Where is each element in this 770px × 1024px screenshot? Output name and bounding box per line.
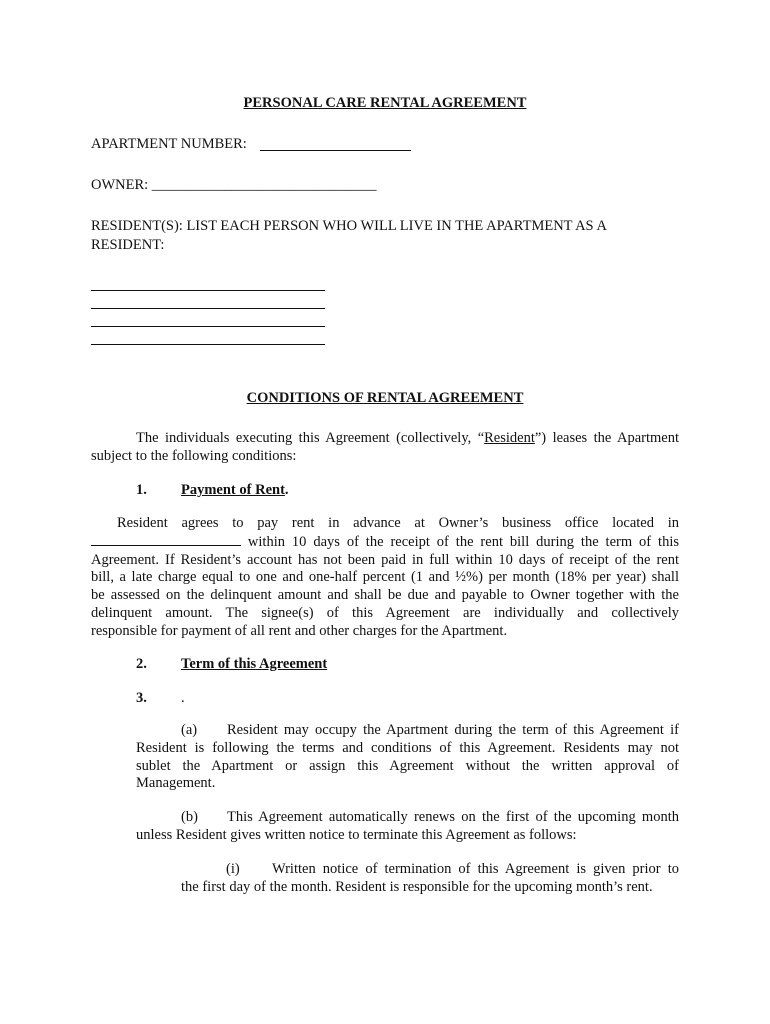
resident-name-blank-3[interactable] (91, 326, 325, 327)
intro-resident-term: Resident (484, 430, 535, 446)
section-1-paragraph (91, 515, 679, 641)
resident-name-blank-4[interactable] (91, 344, 325, 345)
owner-label: OWNER: _______________________________ (91, 177, 377, 193)
apartment-number-blank[interactable] (260, 150, 411, 151)
section-1-line-2 (91, 533, 679, 552)
intro-text-post: ”) leases the Apartment (534, 430, 679, 446)
subsection-b-paragraph (136, 809, 679, 845)
section-1-line-1: Resident agrees to pay rent in advance at Owner’s business office located in (117, 515, 679, 531)
subsection-a-label: (a) (181, 722, 198, 738)
section-1-line-7: responsible for payment of all rent and other charges for the Apartment. (91, 622, 508, 639)
subsection-a-paragraph (136, 722, 679, 793)
section-1-line-6: delinquent amount. The signee(s) of this Agreement are individually and collectively (91, 604, 679, 621)
conditions-title: CONDITIONS OF RENTAL AGREEMENT (246, 390, 524, 406)
subsection-a-line-4: Management. (136, 775, 216, 792)
subsection-a-line-2: Resident is following the terms and conditions of this Agreement. Residents may not (136, 739, 679, 756)
section-3-text: . (181, 690, 185, 706)
subsection-i-line-1-text: Written notice of termination of this Agreement is given prior to (272, 861, 679, 877)
business-office-blank[interactable] (91, 533, 241, 546)
residents-label-line2: RESIDENT: (91, 237, 165, 253)
subsection-a-line-1-text: Resident may occupy the Apartment during the term of this Agreement if (227, 722, 679, 738)
intro-line-2: subject to the following conditions: (91, 447, 297, 464)
section-1-line-4: bill, a late charge equal to one and one-half percent (1 and ½%) per month (18% per year) shall (91, 569, 679, 586)
intro-line-1 (91, 430, 679, 448)
section-1-heading (181, 481, 289, 499)
subsection-b-line-1 (136, 809, 679, 827)
subsection-i-paragraph (181, 861, 679, 897)
residents-label-line1: RESIDENT(S): LIST EACH PERSON WHO WILL LIVE IN THE APARTMENT AS A (91, 218, 607, 234)
section-1-heading-text: Payment of Rent (181, 482, 285, 498)
apartment-number-label: APARTMENT NUMBER: (91, 136, 247, 152)
section-1-number: 1. (136, 482, 147, 498)
subsection-b-line-1-text: This Agreement automatically renews on the first of the upcoming month (227, 809, 679, 825)
resident-name-blank-1[interactable] (91, 290, 325, 291)
section-2-heading: Term of this Agreement (181, 656, 328, 672)
subsection-a-line-3: sublet the Apartment or assign this Agreement without the written approval of (136, 757, 679, 774)
subsection-i-line-2: the first day of the month. Resident is responsible for the upcoming month’s rent. (181, 878, 653, 895)
section-1-line-5: be assessed on the delinquent amount and shall be due and payable to Owner together with the (91, 587, 679, 604)
document-title: PERSONAL CARE RENTAL AGREEMENT (243, 95, 527, 111)
subsection-b-label: (b) (181, 809, 198, 825)
subsection-a-line-1 (136, 722, 679, 740)
section-1-line-2-text: within 10 days of the receipt of the rent bill during the term of this (247, 533, 679, 550)
section-2-number: 2. (136, 656, 147, 672)
intro-text-pre: The individuals executing this Agreement (collectively, “ (136, 430, 485, 446)
section-3-number: 3. (136, 690, 147, 706)
section-1-line-3: Agreement. If Resident’s account has not been paid in full within 10 days of receipt of the rent (91, 551, 679, 568)
resident-name-blank-2[interactable] (91, 308, 325, 309)
subsection-b-line-2: unless Resident gives written notice to terminate this Agreement as follows: (136, 826, 577, 843)
intro-paragraph (91, 430, 679, 466)
subsection-i-line-1 (181, 861, 679, 879)
subsection-i-label: (i) (226, 861, 240, 877)
section-1-heading-suffix: . (284, 482, 289, 498)
